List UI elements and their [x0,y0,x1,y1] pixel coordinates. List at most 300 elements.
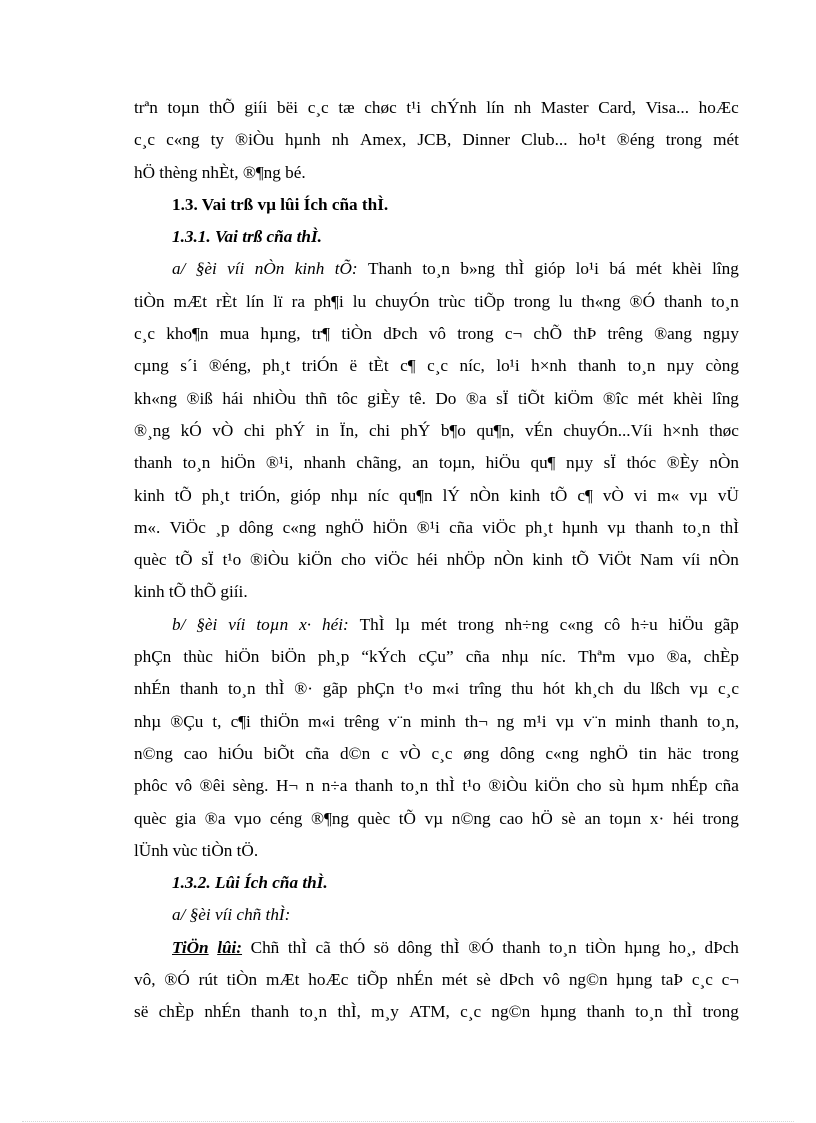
text-line [134,318,739,350]
word: v¨n [583,711,607,731]
word: hoÆc [698,98,739,117]
word: t¹o [404,679,423,699]
word: tiÒn [226,970,258,990]
word: hiÖn [220,453,256,473]
word: gãp [713,614,739,634]
word: còng [705,356,739,376]
word: sÏ [496,388,509,408]
word: vô [542,970,560,990]
word: toµn [256,614,289,634]
word: triÓn [301,356,338,376]
text-run: lÜnh vùc tiÒn tÖ. [134,840,259,860]
word: sè [476,970,491,990]
word: ®êi [199,776,226,796]
word: thÌ [265,679,285,699]
word: chÝnh [430,98,477,117]
word: hiÖn [373,517,408,537]
word: lï [273,291,283,311]
word: chÕ [533,324,563,344]
word: tin [638,743,657,763]
word: phÇn [134,647,172,667]
word: níc. [540,647,567,667]
word: chÈp [158,1002,194,1022]
word: to¸n [299,1002,328,1022]
word: thanh [180,679,219,699]
word: c¬ [504,324,523,344]
word: qu¶n [399,485,433,505]
word: ®Èy [666,453,699,473]
word: taÞ [661,970,683,990]
word: víi [227,259,245,279]
word: c [381,743,389,763]
word: chøc [364,98,397,117]
word: qu¶n, [476,420,515,440]
word: bá [609,259,626,279]
word: hµng [616,970,653,990]
word: hµnh [562,517,598,537]
word: nhµ [134,711,162,731]
word: ty [210,130,224,150]
word: Thªm [578,647,616,667]
word: trªn [134,98,158,117]
word: du [623,679,641,699]
word: mua [219,324,250,344]
word: thÌ [440,937,460,957]
word: Card, [598,98,636,117]
word: vµ [555,711,575,731]
word: Dinner [462,130,511,150]
word: viÖc [482,517,516,537]
word: chi [243,420,265,440]
word: dÞch [383,324,418,344]
word: dông [238,517,274,537]
word: níc, [459,356,485,376]
word: m¸y [371,1002,399,1022]
word: khèi [672,259,702,279]
word: vÒ [212,420,234,440]
word: tæ [338,98,355,117]
word: mÆt [173,291,207,311]
word: nÒn [493,550,524,570]
word: chãng, [356,453,402,473]
word: häc [667,743,692,763]
word: thanh [578,356,617,376]
word: vµ [424,808,444,828]
word: cÇu” [418,647,454,667]
word: thanh [354,776,394,796]
document-body [134,92,739,1029]
text-line [134,576,739,608]
word: sù [609,776,625,796]
word: lµ [395,614,411,634]
word: mét [713,130,739,150]
word: rÈt [215,291,237,311]
word: vµ [689,485,708,505]
word: vµ [607,517,626,537]
word: vÒ [399,743,421,763]
word: ¸p [215,517,230,537]
word: tiÒn [585,937,616,957]
word: to¸n [627,356,656,376]
word: tÕ [174,485,192,505]
word: to¸n [711,291,739,311]
word: ATM, [409,1002,450,1022]
word: c¸c [427,356,449,376]
text-line [134,221,739,253]
word: hiÖn [224,647,260,667]
word: ngµy [703,324,739,344]
word: vi [633,485,648,505]
word: to¸n [227,679,256,699]
word: thÕ [209,98,235,117]
word: tiÕt [517,388,545,408]
word: vÒ [602,485,624,505]
word: thùc [183,647,213,667]
word: ®a [204,808,226,828]
word: c¸c [460,1002,482,1022]
text-line [134,964,739,996]
word: hµng [624,937,661,957]
word: minh [420,711,456,731]
text-line [134,286,739,318]
word: ra [291,291,305,311]
word: toµn [167,98,200,117]
word: giíi [244,98,268,117]
word: th¬ [464,711,488,731]
word: héi [416,550,438,570]
word: quèc [134,808,167,828]
word: quèc [357,808,391,828]
word: lo¹i [575,259,599,279]
word: cña [465,647,490,667]
word: Master [540,98,589,117]
word: nÒn [709,550,739,570]
word: trong [665,130,703,150]
word: nhµ [501,647,529,667]
word: nhÉn [396,970,433,990]
word: thñ [305,388,328,408]
word: phÝ [275,420,306,440]
word: c¶ [400,356,416,376]
text-line [134,706,739,738]
word: tiÒn [134,291,165,311]
word: cho [340,550,366,570]
word: lín [245,291,265,311]
word: to¸n [182,453,211,473]
word: gia [175,808,197,828]
word: hoÆc [308,970,349,990]
word: sèng. [232,776,269,796]
text-line [134,480,739,512]
word: níc [367,485,389,505]
word: sö [373,937,390,957]
word: v¨n [388,711,412,731]
word: c«ng [282,517,317,537]
word: th«ng [581,291,621,311]
word: Do [435,388,457,408]
word: s´i [180,356,198,376]
word: c¸c [134,130,155,150]
word: nµy [565,453,594,473]
word: hµng [540,1002,577,1022]
word: nhµ [330,485,358,505]
text-line [134,996,739,1028]
word: Amex, [359,130,407,150]
word: tiÕp [357,970,388,990]
word: víi [682,550,701,570]
text-run: 1.3.2. Lûi Ích cña thÌ. [172,873,328,893]
word: vô, [134,970,156,990]
word: mét [635,259,662,279]
word: nÒn [469,485,500,505]
word: trîng [469,679,502,699]
word: m«. [134,517,161,537]
text-line [134,92,739,124]
page-bottom-rule [22,1121,794,1122]
word: to¸n, [707,711,739,731]
word: thøc [709,420,739,440]
text-run: hÖ thèng nhÈt, ®¶ng bé. [134,162,306,182]
word: sÏ [201,550,214,570]
text-run: 1.3.1. Vai trß cña thÌ. [172,227,322,247]
text-line [134,544,739,576]
word: ®iÒu [235,130,274,150]
word: ®¹i, [265,453,294,473]
word: chÈp [703,647,739,667]
word: x· [649,808,665,828]
word: dÞch [704,937,739,957]
word: ®¸ng [134,420,170,440]
word: c¶ [577,485,593,505]
text-line [134,738,739,770]
word: lîng [712,259,739,279]
word: to¸n [422,259,451,279]
word: tÕ [398,808,416,828]
word: lu [559,291,573,311]
word: ThÌ [359,614,385,634]
word: ho¹t [578,130,606,150]
word: cao [183,743,208,763]
word: ®Ó [468,937,494,957]
text-line [134,189,739,221]
word: cµng [134,356,169,376]
word: kh«ng [134,388,177,408]
word: tÕ [571,550,589,570]
word: mÆt [266,970,300,990]
word: t¹o [462,776,481,796]
word: kinh [532,550,563,570]
word: thÌ [435,776,455,796]
word: n [305,776,315,796]
word: nghÖ [589,743,628,763]
word: nhÉn [134,679,171,699]
word: ®éng [616,130,655,150]
text-line [134,673,739,705]
word: c¸c [691,970,713,990]
word: ®Ó [629,291,656,311]
word: thanh [586,1002,625,1022]
word: gióp [534,259,566,279]
word: ph¸t [262,356,291,376]
word: thóc [626,453,657,473]
word: c¸c [431,743,453,763]
word: trong [702,1002,739,1022]
text-run: kinh tÕ thÕ giíi. [134,582,248,602]
word: biÕt [263,743,295,763]
word: thÌ [719,517,739,537]
word: mét [637,388,664,408]
word: lßch [650,679,681,699]
word: thanh [664,291,703,311]
word: tê. [409,388,426,408]
word: c¶i [230,711,251,731]
word: thÌ [673,1002,693,1022]
word: thanh [635,517,674,537]
word: nÒn [709,453,739,473]
word: c«ng [166,130,200,150]
word: nh÷ng [504,614,549,634]
text-run: 1.3. Vai trß vµ lûi Ích cña thÌ. [172,194,389,214]
word: ®iß [186,388,213,408]
text-line [134,609,739,641]
word: tÕ: [334,259,358,279]
word: tÕ [550,485,568,505]
word: thÞ [573,324,597,344]
word: JCB, [417,130,452,150]
word: minh [615,711,651,731]
text-line [134,867,739,899]
word: vÉn [524,420,553,440]
word: an [412,453,429,473]
word: m«i [308,711,335,731]
text-line [134,350,739,382]
word: thanh [502,937,541,957]
text-line [134,770,739,802]
word: ®a, [666,647,692,667]
word: lûi: [217,937,243,957]
word: nghÖ [325,517,364,537]
word: øng [463,743,490,763]
word: ng©n [491,1002,531,1022]
word: ph¸t [525,517,553,537]
text-line [134,641,739,673]
word: ®éng, [208,356,252,376]
word: ng©n [568,970,608,990]
word: sè [561,808,576,828]
word: c«ng [545,743,579,763]
word: vô [174,776,193,796]
word: nµy [666,356,695,376]
text-run: a/ §èi víi chñ thÌ: [172,905,291,925]
text-line [134,124,739,156]
word: thu [511,679,534,699]
word: tôc [336,388,358,408]
word: cô [603,614,621,634]
text-line [134,932,739,964]
word: thanh [659,711,698,731]
word: tiÕp [474,291,505,311]
word: mét [441,970,468,990]
word: thÌ, [337,1002,361,1022]
word: héi: [321,614,349,634]
word: Club... [521,130,568,150]
word: ®ang [654,324,692,344]
word: lín [486,98,505,117]
word: n÷a [321,776,348,796]
word: c¬ [721,970,739,990]
word: ph¶i [313,291,344,311]
word: kiÖn [534,776,570,796]
word: t¹o [222,550,242,570]
word: ng [497,711,515,731]
word: quèc [134,550,167,570]
word: hiÖu [485,453,520,473]
word: phÇn [357,679,395,699]
word: nhÉp [671,776,708,796]
word: dông [397,937,432,957]
word: nhÉn [204,1002,241,1022]
word: kiÖm [554,388,594,408]
word: cho [576,776,602,796]
word: vµo [234,808,262,828]
word: n©ng [134,743,173,763]
word: lu [352,291,367,311]
word: ®Çu [170,711,204,731]
word: b¶o [440,420,466,440]
word: Visa... [645,98,690,117]
word: ®· [294,679,313,699]
word: chi [369,420,390,440]
word: to¸n [635,1002,663,1022]
word: hiÖu [668,614,704,634]
word: ViÖt [597,550,632,570]
word: to¸n [400,776,429,796]
word: an [584,808,601,828]
word: kinh [134,485,165,505]
word: ®Ó [164,970,190,990]
word: chuyÓn [375,291,430,311]
word: Nam [640,550,674,570]
word: héi [672,808,694,828]
word: trong [457,324,494,344]
word: ®îc [602,388,629,408]
word: trong [702,808,739,828]
word: nhÖp [446,550,485,570]
word: vÜ [717,485,739,505]
word: ®¹i [416,517,440,537]
word: ®iÒu [488,776,528,796]
word: trùc [438,291,466,311]
word: d©n [339,743,371,763]
word: c¸c [134,324,155,344]
word: b/ [172,614,186,634]
word: TiÖn [172,937,209,957]
word: dÞch [499,970,534,990]
word: mét [421,614,447,634]
word: kinh [294,259,325,279]
text-line [134,447,739,479]
word: céng [269,808,303,828]
text-line [134,803,739,835]
word: lîng [712,388,739,408]
word: hót [542,679,565,699]
word: vô [428,324,447,344]
word: h×nh [531,356,567,376]
word: ViÖc [169,517,206,537]
word: lÝ [442,485,460,505]
word: h×nh [663,420,699,440]
word: thÓ [339,937,366,957]
